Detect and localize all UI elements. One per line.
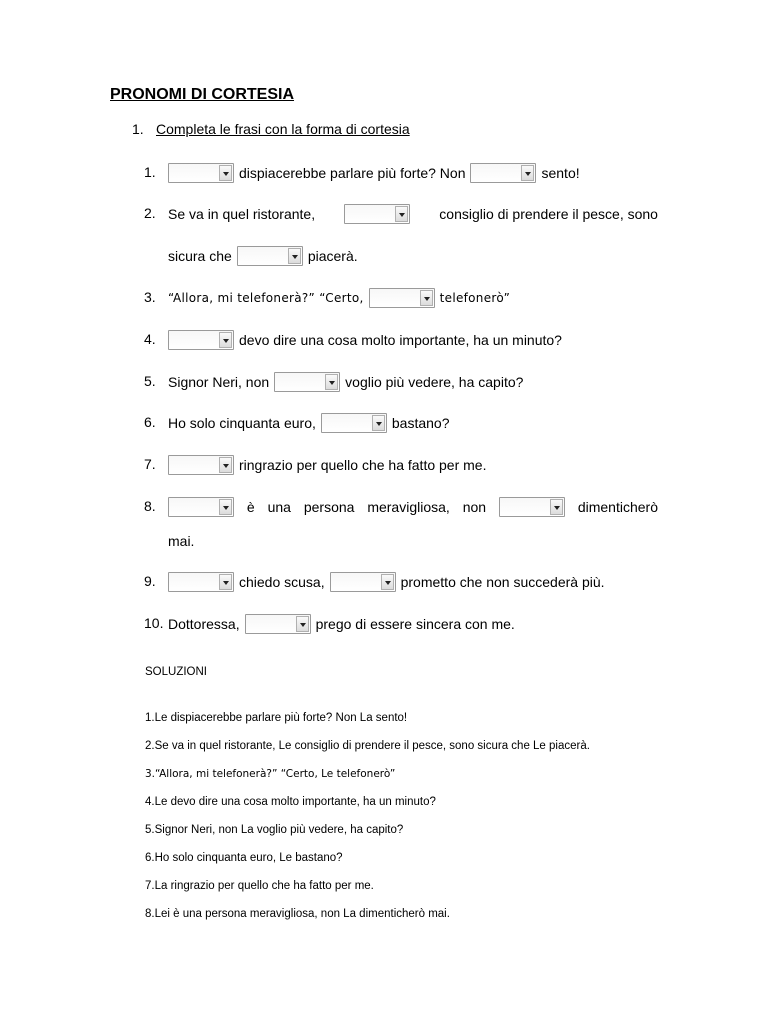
- exercise-word: è: [246, 499, 255, 515]
- exercise-3: [0, 287, 768, 309]
- exercise-text: bastano?: [391, 415, 450, 431]
- exercise-text: Signor Neri, non: [168, 374, 270, 390]
- chevron-down-icon: [219, 499, 232, 515]
- exercise-number: 5.: [144, 373, 156, 389]
- exercise-word: meravigliosa,: [367, 499, 450, 515]
- exercise-7: [0, 454, 768, 476]
- exercise-word: una: [267, 499, 291, 515]
- chevron-down-icon: [288, 248, 301, 264]
- exercise-word: non: [462, 499, 487, 515]
- exercise-number: 7.: [144, 456, 156, 472]
- chevron-down-icon: [381, 574, 394, 590]
- exercise-9: [0, 571, 768, 593]
- chevron-down-icon: [372, 415, 385, 431]
- solutions-heading: SOLUZIONI: [145, 666, 207, 678]
- pronoun-dropdown[interactable]: [321, 413, 387, 433]
- exercise-text: chiedo scusa,: [239, 574, 325, 590]
- solution-line: 4.Le devo dire una cosa molto importante, ha un minuto?: [145, 796, 436, 808]
- exercise-text: devo dire una cosa molto importante, ha un minuto?: [239, 332, 562, 348]
- exercise-number: 2.: [144, 205, 156, 221]
- pronoun-dropdown[interactable]: [168, 330, 234, 350]
- chevron-down-icon: [325, 374, 338, 390]
- chevron-down-icon: [420, 290, 433, 306]
- chevron-down-icon: [550, 499, 563, 515]
- exercise-number: 8.: [144, 498, 156, 514]
- exercise-text: consiglio di prendere il pesce, sono: [439, 206, 658, 222]
- pronoun-dropdown[interactable]: [245, 614, 311, 634]
- chevron-down-icon: [219, 574, 232, 590]
- pronoun-dropdown[interactable]: [499, 497, 565, 517]
- exercise-text: sento!: [541, 165, 580, 181]
- exercise-text: sicura che: [168, 248, 232, 264]
- exercise-2-continued: [0, 245, 768, 267]
- pronoun-dropdown[interactable]: [237, 246, 303, 266]
- exercise-word: persona: [303, 499, 355, 515]
- exercise-text: “Allora, mi telefonerà?” “Certo,: [168, 291, 364, 305]
- pronoun-dropdown[interactable]: [168, 497, 234, 517]
- exercise-8-continued: mai.: [168, 533, 195, 549]
- exercise-text: Se va in quel ristorante,: [168, 206, 316, 222]
- exercise-word: dimenticherò: [577, 499, 658, 515]
- chevron-down-icon: [219, 165, 232, 181]
- exercise-text: piacerà.: [307, 248, 358, 264]
- solution-line: 7.La ringrazio per quello che ha fatto per me.: [145, 880, 374, 892]
- exercise-number: 3.: [144, 289, 156, 305]
- solution-line: 8.Lei è una persona meravigliosa, non La dimenticherò mai.: [145, 908, 450, 920]
- solution-line: 6.Ho solo cinquanta euro, Le bastano?: [145, 852, 343, 864]
- chevron-down-icon: [296, 616, 309, 632]
- pronoun-dropdown[interactable]: [168, 455, 234, 475]
- exercise-number: 10.: [144, 615, 164, 631]
- exercise-1: [0, 162, 768, 184]
- exercise-10: [0, 613, 768, 635]
- chevron-down-icon: [219, 332, 232, 348]
- exercise-5: [0, 371, 768, 393]
- exercise-text: Ho solo cinquanta euro,: [168, 415, 316, 431]
- chevron-down-icon: [395, 206, 408, 222]
- solution-line: 2.Se va in quel ristorante, Le consiglio di prendere il pesce, sono sicura che Le piacerà.: [145, 740, 590, 752]
- exercise-text: voglio più vedere, ha capito?: [345, 374, 524, 390]
- pronoun-dropdown[interactable]: [344, 204, 410, 224]
- exercise-number: 1.: [144, 164, 156, 180]
- pronoun-dropdown[interactable]: [330, 572, 396, 592]
- chevron-down-icon: [521, 165, 534, 181]
- exercise-6: [0, 412, 768, 434]
- pronoun-dropdown[interactable]: [274, 372, 340, 392]
- exercise-2: [0, 203, 768, 225]
- pronoun-dropdown[interactable]: [168, 572, 234, 592]
- solution-line: 3.“Allora, mi telefonerà?” “Certo, Le telefonerò”: [145, 768, 396, 780]
- solution-line: 1.Le dispiacerebbe parlare più forte? Non La sento!: [145, 712, 408, 724]
- exercise-text: ringrazio per quello che ha fatto per me.: [239, 457, 487, 473]
- page-title: PRONOMI DI CORTESIA: [110, 86, 295, 103]
- exercise-number: 9.: [144, 573, 156, 589]
- exercise-4: [0, 329, 768, 351]
- instruction-number: 1.: [132, 121, 144, 137]
- chevron-down-icon: [219, 457, 232, 473]
- solution-line: 5.Signor Neri, non La voglio più vedere, ha capito?: [145, 824, 404, 836]
- exercise-text: dispiacerebbe parlare più forte? Non: [239, 165, 466, 181]
- pronoun-dropdown[interactable]: [470, 163, 536, 183]
- exercise-number: 6.: [144, 414, 156, 430]
- pronoun-dropdown[interactable]: [369, 288, 435, 308]
- exercise-8: [0, 496, 768, 518]
- exercise-number: 4.: [144, 331, 156, 347]
- exercise-text: telefonerò”: [439, 291, 511, 305]
- exercise-text: prego di essere sincera con me.: [315, 616, 515, 632]
- exercise-text: prometto che non succederà più.: [400, 574, 605, 590]
- exercise-text: Dottoressa,: [168, 616, 240, 632]
- pronoun-dropdown[interactable]: [168, 163, 234, 183]
- instruction-text: Completa le frasi con la forma di cortesia: [156, 121, 410, 137]
